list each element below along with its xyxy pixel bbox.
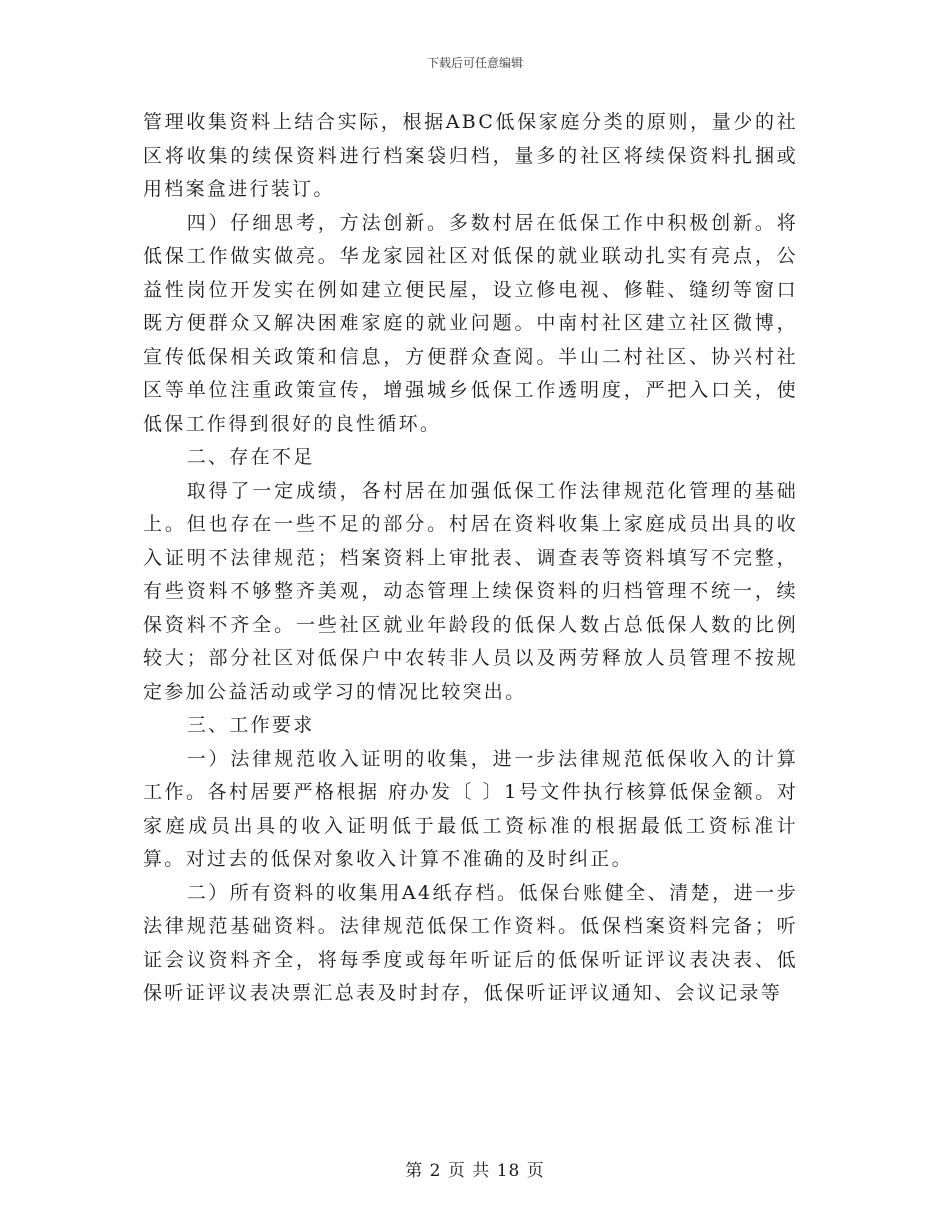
paragraph: 二）所有资料的收集用A4纸存档。低保台账健全、清楚，进一步法律规范基础资料。法律规范低保工作资料。低保档案资料完备；听证会议资料齐全，将每季度或每年听证后的低保听证评议表决表、低保听证评议表决票汇总表及时封存，低保听证评议通知、会议记录等	[143, 881, 798, 1004]
section-heading: 三、工作要求	[186, 714, 315, 736]
paragraph: 一）法律规范收入证明的收集，进一步法律规范低保收入的计算工作。各村居要严格根据 府办发〔 〕1号文件执行核算低保金额。对家庭成员出具的收入证明低于最低工资标准的根据最低工资标准计算。对过去的低保对象收入计算不准确的及时纠正。	[143, 747, 798, 870]
paragraph: 四）仔细思考，方法创新。多数村居在低保工作中积极创新。将低保工作做实做亮。华龙家园社区对低保的就业联动扎实有亮点，公益性岗位开发实在例如建立便民屋，设立修电视、修鞋、缝纫等窗口既方便群众又解决困难家庭的就业问题。中南村社区建立社区微博，宣传低保相关政策和信息，方便群众查阅。半山二村社区、协兴村社区等单位注重政策宣传，增强城乡低保工作透明度，严把入口关，使低保工作得到很好的良性循环。	[143, 211, 798, 435]
paragraph: 取得了一定成绩，各村居在加强低保工作法律规范化管理的基础上。但也存在一些不足的部分。村居在资料收集上家庭成员出具的收入证明不法律规范；档案资料上审批表、调查表等资料填写不完整，有些资料不够整齐美观，动态管理上续保资料的归档管理不统一，续保资料不齐全。一些社区就业年龄段的低保人数占总低保人数的比例较大；部分社区对低保户中农转非人员以及两劳释放人员管理不按规定参加公益活动或学习的情况比较突出。	[143, 479, 798, 703]
document-body	[143, 106, 798, 1011]
page-footer: 第 2 页 共 18 页	[405, 1161, 545, 1181]
paragraph: 管理收集资料上结合实际，根据ABC低保家庭分类的原则，量少的社区将收集的续保资料进行档案袋归档，量多的社区将续保资料扎捆或用档案盒进行装订。	[143, 111, 798, 200]
section-heading: 二、存在不足	[186, 446, 315, 468]
page-header: 下载后可任意编辑	[426, 56, 523, 70]
